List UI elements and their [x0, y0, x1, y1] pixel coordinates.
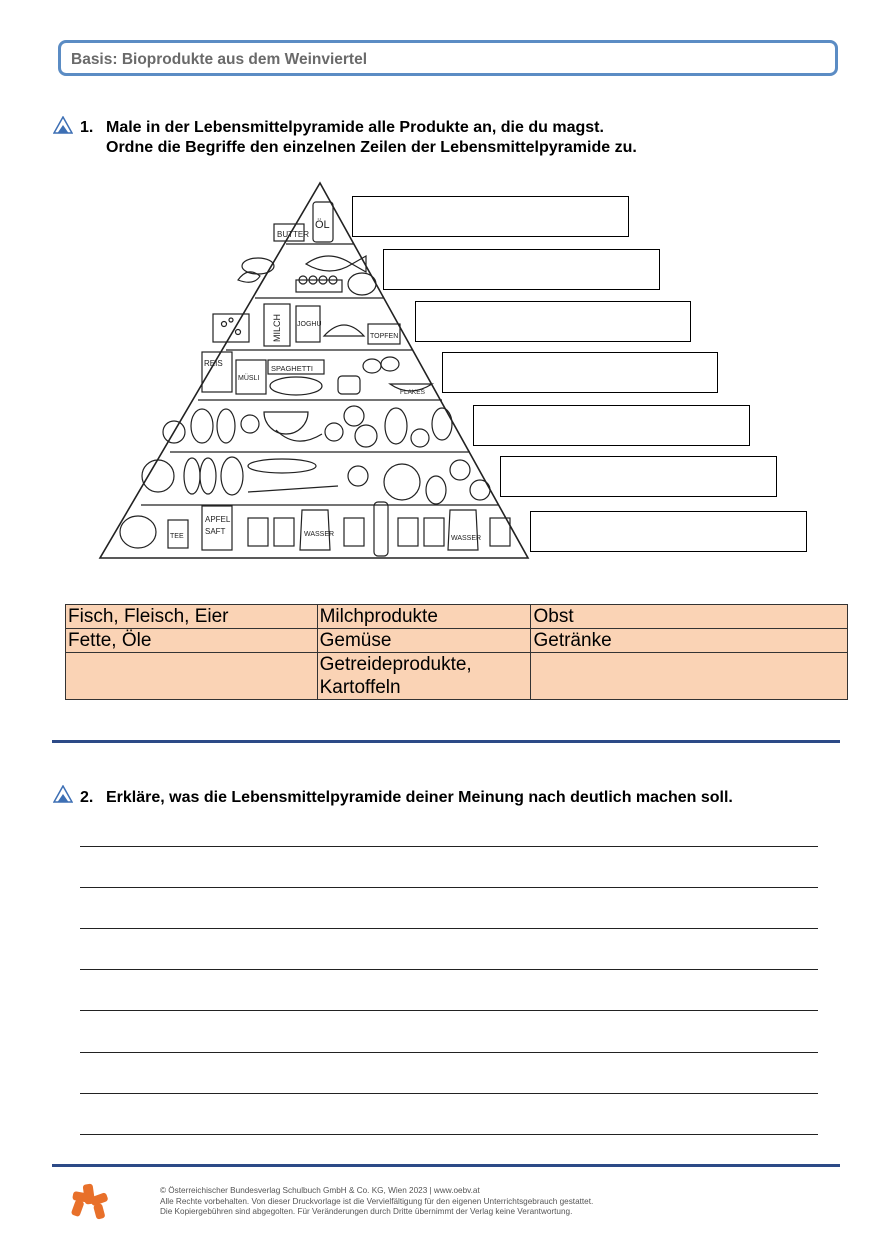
bread-loaf	[270, 377, 322, 395]
topfen-label: TOPFEN	[370, 333, 399, 340]
kohlrabi	[426, 476, 446, 504]
table-cell: Milchprodukte	[317, 605, 531, 629]
glass	[398, 518, 418, 546]
difficulty-pyramid-icon	[53, 785, 73, 803]
fish	[306, 256, 366, 272]
pear	[432, 408, 452, 440]
task-2-text: Erkläre, was die Lebensmittelpyramide deiner Meinung nach deutlich machen soll.	[106, 789, 733, 806]
writing-line[interactable]	[80, 887, 818, 888]
apple	[325, 423, 343, 441]
task-1-line-1: Male in der Lebensmittelpyramide alle Produkte an, die du magst.	[106, 119, 604, 136]
glass	[424, 518, 444, 546]
answer-box-row-3[interactable]	[415, 301, 691, 342]
tomato	[470, 480, 490, 500]
answer-box-row-4[interactable]	[442, 352, 718, 393]
task-1-number: 1.	[80, 119, 94, 136]
table-cell: Fette, Öle	[66, 629, 318, 653]
writing-line[interactable]	[80, 1010, 818, 1011]
water-bottle	[374, 502, 388, 556]
grapes	[241, 415, 259, 433]
answer-box-row-6[interactable]	[500, 456, 777, 497]
answer-box-row-2[interactable]	[383, 249, 660, 290]
table-cell: Gemüse	[317, 629, 531, 653]
glass	[344, 518, 364, 546]
watermelon	[264, 412, 308, 434]
table-row	[66, 605, 848, 629]
writing-line[interactable]	[80, 1093, 818, 1094]
water-jug-label: WASSER	[304, 531, 335, 538]
cabbage	[142, 460, 174, 492]
orange	[355, 425, 377, 447]
orange	[344, 406, 364, 426]
footer-line-3: Die Kopiergebühren sind abgegolten. Für Veränderungen durch Dritte übernimmt der Verlag keine Verantwortung.	[160, 1207, 573, 1216]
carrot	[248, 486, 338, 492]
banana	[276, 430, 322, 441]
sausage	[242, 258, 274, 274]
glass	[274, 518, 294, 546]
ham	[348, 273, 376, 295]
footer-divider	[52, 1164, 840, 1167]
answer-box-row-5[interactable]	[473, 405, 750, 446]
water-jug-label: WASSER	[451, 535, 482, 542]
apple-juice-label-2: SAFT	[205, 527, 226, 536]
topfen-bowl	[324, 325, 364, 336]
pineapple	[385, 408, 407, 444]
water-jug	[448, 510, 478, 550]
potato	[381, 357, 399, 371]
tea-label: TEE	[170, 533, 184, 540]
glass	[248, 518, 268, 546]
publisher-logo-icon	[70, 1182, 110, 1222]
radish	[348, 466, 368, 486]
difficulty-pyramid-icon	[53, 116, 73, 134]
chicken-leg	[238, 272, 260, 282]
footer-line-1: © Österreichischer Bundesverlag Schulbuch GmbH & Co. KG, Wien 2023 | www.oebv.at	[160, 1186, 480, 1195]
table-row	[66, 653, 848, 700]
rice-label: REIS	[204, 359, 223, 368]
table-cell: Getränke	[531, 629, 848, 653]
task-1	[80, 118, 93, 138]
task-1-instructions	[106, 118, 637, 158]
section-divider	[52, 740, 840, 743]
potato	[363, 359, 381, 373]
pea-pod	[184, 458, 200, 494]
pepper	[221, 457, 243, 495]
table-cell: Fisch, Fleisch, Eier	[66, 605, 318, 629]
glass	[490, 518, 510, 546]
muesli-label: MÜSLI	[238, 375, 260, 382]
writing-line[interactable]	[80, 969, 818, 970]
pear	[217, 409, 235, 443]
writing-line[interactable]	[80, 846, 818, 847]
table-cell	[531, 653, 848, 700]
oil-label: ÖL	[315, 219, 330, 231]
page-title: Basis: Bioprodukte aus dem Weinviertel	[71, 51, 368, 68]
answer-box-row-1[interactable]	[352, 196, 629, 237]
teapot	[120, 516, 156, 548]
table-cell: Getreideprodukte, Kartoffeln	[317, 653, 531, 700]
table-cell: Obst	[531, 605, 848, 629]
table-row	[66, 629, 848, 653]
task-1-line-2: Ordne die Begriffe den einzelnen Zeilen der Lebensmittelpyramide zu.	[106, 139, 637, 156]
water-jug	[300, 510, 330, 550]
pear	[191, 409, 213, 443]
pea-pod	[200, 458, 216, 494]
leek	[248, 459, 316, 473]
tomato	[450, 460, 470, 480]
answer-box-row-7[interactable]	[530, 511, 807, 552]
terms-table	[65, 604, 848, 700]
milk-label: MILCH	[272, 313, 282, 342]
spaghetti-label: SPAGHETTI	[271, 364, 313, 373]
task-2-number: 2.	[80, 789, 94, 806]
apple-juice-label-1: APFEL	[205, 515, 231, 524]
header-box	[58, 40, 838, 76]
yoghurt-label: JOGHU	[297, 321, 322, 328]
table-cell	[66, 653, 318, 700]
butter-label: BUTTER	[277, 230, 309, 239]
bread-slice	[338, 376, 360, 394]
footer-line-2: Alle Rechte vorbehalten. Von dieser Druckvorlage ist die Vervielfältigung für den eigenen Unterrichtsgebrauch gestattet.	[160, 1196, 594, 1206]
footer-copyright	[160, 1186, 593, 1218]
writing-line[interactable]	[80, 1052, 818, 1053]
flakes-label: FLAKES	[400, 389, 425, 396]
writing-line[interactable]	[80, 928, 818, 929]
writing-line[interactable]	[80, 1134, 818, 1135]
cauliflower	[384, 464, 420, 500]
peach	[411, 429, 429, 447]
